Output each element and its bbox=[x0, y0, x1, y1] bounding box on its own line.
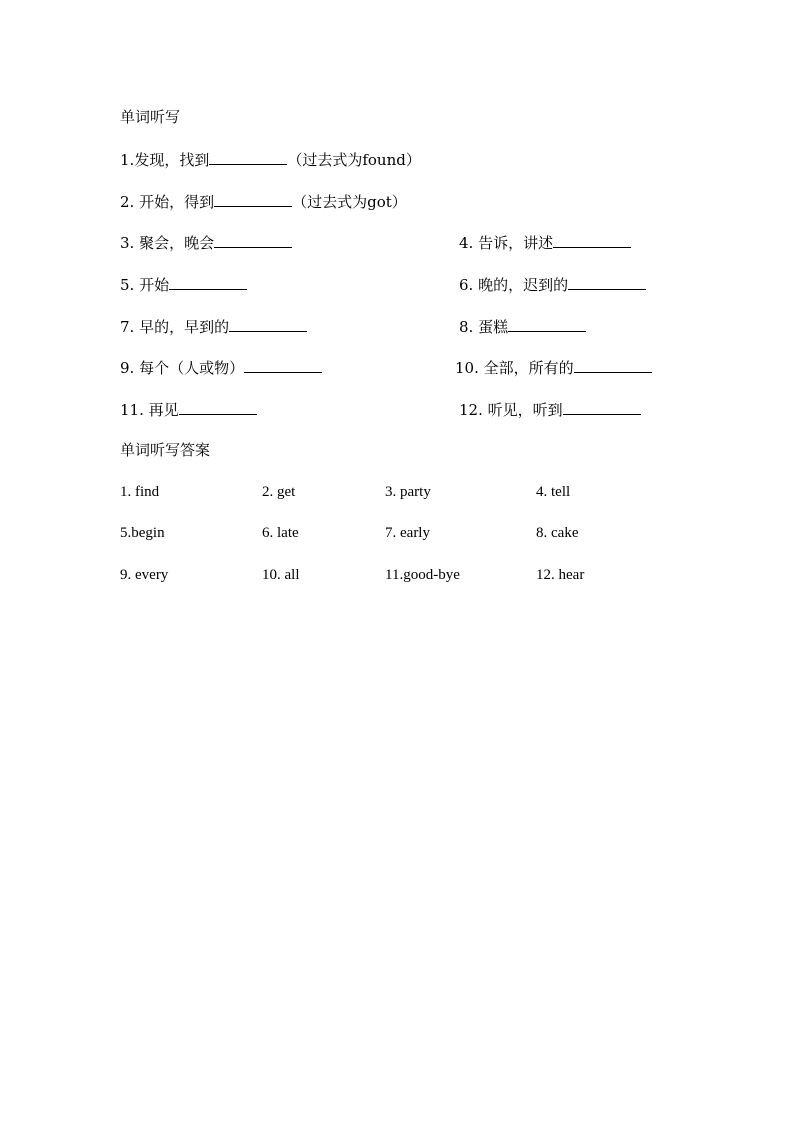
question-text: 听见，听到 bbox=[487, 401, 563, 419]
question-6 bbox=[459, 274, 646, 295]
answer-blank[interactable] bbox=[574, 357, 652, 373]
dictation-title: 单词听写 bbox=[120, 108, 181, 126]
question-text: 全部，所有的 bbox=[483, 359, 574, 377]
answer-item: 1. find bbox=[120, 484, 160, 500]
question-4 bbox=[459, 232, 631, 253]
question-number: 7. bbox=[120, 318, 140, 336]
question-8 bbox=[459, 316, 586, 337]
question-number: 2. bbox=[120, 193, 140, 211]
answer-item: 11.good-bye bbox=[385, 567, 460, 583]
question-number: 3. bbox=[120, 234, 140, 252]
question-text: 聚会，晚会 bbox=[139, 234, 215, 252]
answer-item: 4. tell bbox=[536, 484, 571, 500]
answer-item: 9. every bbox=[120, 567, 169, 583]
question-text: 开始 bbox=[139, 276, 170, 294]
question-number: 4. bbox=[459, 234, 479, 252]
question-text: 早的，早到的 bbox=[139, 318, 230, 336]
answer-blank[interactable] bbox=[214, 232, 292, 248]
question-text: 每个（人或物） bbox=[139, 359, 245, 377]
answer-blank[interactable] bbox=[209, 149, 287, 165]
question-2 bbox=[120, 191, 407, 212]
answer-blank[interactable] bbox=[179, 399, 257, 415]
question-text: 蛋糕 bbox=[478, 318, 509, 336]
question-text: 再见 bbox=[148, 401, 179, 419]
answer-blank[interactable] bbox=[563, 399, 641, 415]
question-note: （过去式为got） bbox=[292, 193, 407, 211]
answer-item: 6. late bbox=[262, 525, 299, 541]
question-7 bbox=[120, 316, 307, 337]
answer-blank[interactable] bbox=[244, 357, 322, 373]
question-number: 11. bbox=[120, 401, 149, 419]
question-number: 8. bbox=[459, 318, 479, 336]
question-10 bbox=[455, 357, 652, 378]
answer-item: 12. hear bbox=[536, 567, 585, 583]
question-number: 5. bbox=[120, 276, 140, 294]
question-number: 10. bbox=[455, 359, 484, 377]
answer-blank[interactable] bbox=[553, 232, 631, 248]
question-text: 开始，得到 bbox=[139, 193, 215, 211]
question-11 bbox=[120, 399, 257, 420]
answer-blank[interactable] bbox=[568, 274, 646, 290]
question-number: 1. bbox=[120, 151, 135, 169]
answer-item: 8. cake bbox=[536, 525, 579, 541]
question-9 bbox=[120, 357, 322, 378]
question-number: 9. bbox=[120, 359, 140, 377]
answer-blank[interactable] bbox=[229, 316, 307, 332]
answer-blank[interactable] bbox=[169, 274, 247, 290]
question-3 bbox=[120, 232, 292, 253]
question-number: 6. bbox=[459, 276, 479, 294]
question-number: 12. bbox=[459, 401, 488, 419]
answer-item: 7. early bbox=[385, 525, 430, 541]
question-note: （过去式为found） bbox=[287, 151, 421, 169]
answer-blank[interactable] bbox=[214, 191, 292, 207]
question-text: 告诉，讲述 bbox=[478, 234, 554, 252]
question-12 bbox=[459, 399, 641, 420]
answer-blank[interactable] bbox=[508, 316, 586, 332]
question-text: 晚的，迟到的 bbox=[478, 276, 569, 294]
answer-item: 5.begin bbox=[120, 525, 165, 541]
answer-item: 3. party bbox=[385, 484, 431, 500]
question-1 bbox=[120, 149, 421, 170]
answer-item: 2. get bbox=[262, 484, 296, 500]
question-text: 发现，找到 bbox=[134, 151, 210, 169]
question-5 bbox=[120, 274, 247, 295]
answer-item: 10. all bbox=[262, 567, 300, 583]
answers-title: 单词听写答案 bbox=[120, 441, 211, 459]
